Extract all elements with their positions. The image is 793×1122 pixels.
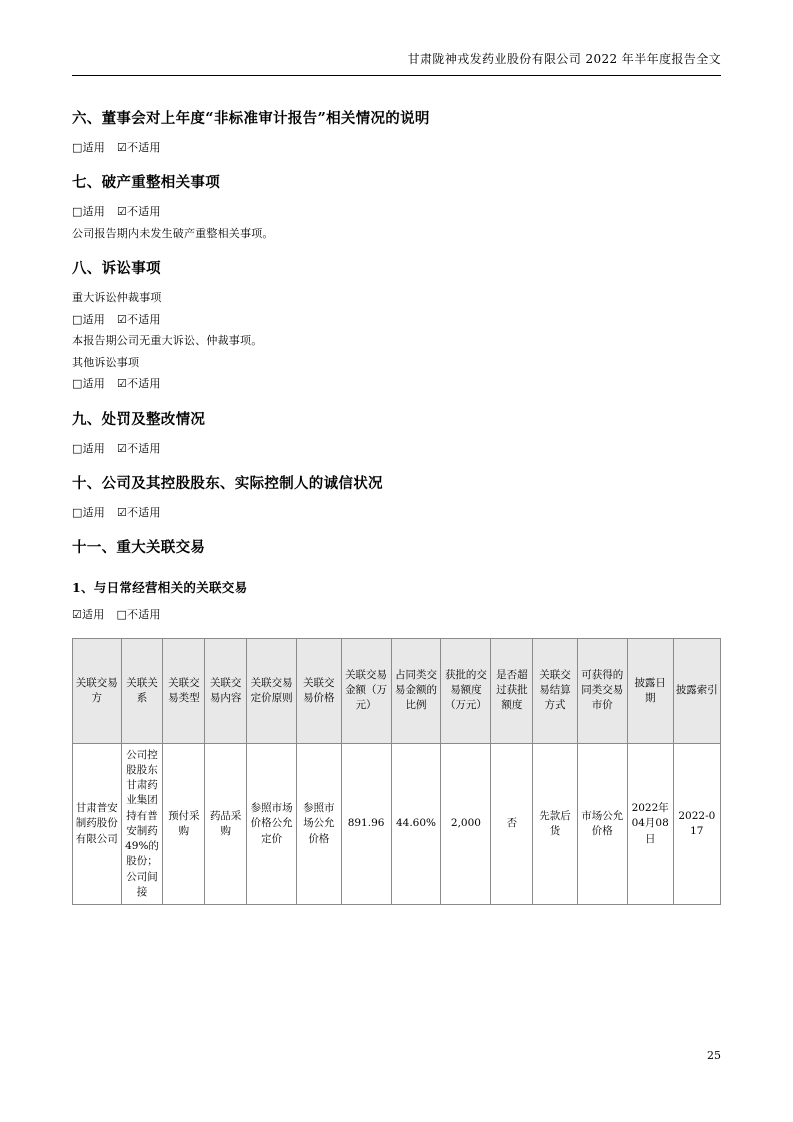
col-header-settlement: 关联交易结算方式 <box>533 638 578 743</box>
applicability-line-11-1 <box>72 604 721 625</box>
section-title-8: 八、诉讼事项 <box>72 260 161 278</box>
cell-disclosure-index: 2022-017 <box>673 743 720 904</box>
cell-market-price: 市场公允价格 <box>577 743 627 904</box>
applicable-option[interactable]: ☑适用 <box>72 608 105 622</box>
col-header-exceed-limit: 是否超过获批额度 <box>491 638 533 743</box>
col-header-content: 关联交易内容 <box>205 638 247 743</box>
col-header-disclosure-index: 披露索引 <box>673 638 720 743</box>
col-header-type: 关联交易类型 <box>163 638 205 743</box>
cell-type: 预付采购 <box>163 743 205 904</box>
col-header-disclosure-date: 披露日期 <box>627 638 673 743</box>
col-header-price: 关联交易价格 <box>297 638 342 743</box>
cell-settlement: 先款后货 <box>533 743 578 904</box>
col-header-relationship: 关联关系 <box>121 638 163 743</box>
not-applicable-option[interactable]: ☑不适用 <box>117 205 161 219</box>
applicability-line-7 <box>72 201 721 222</box>
section-8-label-other-litigation: 其他诉讼事项 <box>72 355 140 369</box>
not-applicable-option[interactable]: ☑不适用 <box>117 312 161 326</box>
col-header-proportion: 占同类交易金额的比例 <box>391 638 441 743</box>
section-8-body-text: 本报告期公司无重大诉讼、仲裁事项。 <box>72 334 263 348</box>
applicable-option[interactable]: □适用 <box>72 141 105 154</box>
col-header-party: 关联交易方 <box>73 638 122 743</box>
cell-content: 药品采购 <box>205 743 247 904</box>
applicability-line-8a <box>72 309 721 330</box>
cell-pricing-principle: 参照市场价格公允定价 <box>247 743 297 904</box>
section-title-11: 十一、重大关联交易 <box>72 539 206 557</box>
applicable-option[interactable]: □适用 <box>72 312 105 326</box>
applicable-option[interactable]: □适用 <box>72 377 105 391</box>
not-applicable-option[interactable]: ☑不适用 <box>117 377 161 391</box>
table-row <box>73 743 721 904</box>
applicability-line-6 <box>72 137 721 158</box>
applicable-option[interactable]: □适用 <box>72 505 105 519</box>
applicability-line-9 <box>72 438 721 459</box>
cell-exceed-limit: 否 <box>491 743 533 904</box>
cell-approved-limit: 2,000 <box>441 743 491 904</box>
related-party-transactions-table <box>72 638 721 905</box>
table-header-row <box>73 638 721 743</box>
cell-price: 参照市场公允价格 <box>297 743 342 904</box>
cell-proportion: 44.60% <box>391 743 441 904</box>
cell-relationship: 公司控股股东甘肃药业集团持有普安制药49%的股份；公司间接 <box>121 743 163 904</box>
not-applicable-option[interactable]: ☑不适用 <box>117 505 161 519</box>
section-title-6: 六、董事会对上年度“非标准审计报告”相关情况的说明 <box>72 110 430 127</box>
applicable-option[interactable]: □适用 <box>72 441 105 455</box>
section-title-10: 十、公司及其控股股东、实际控制人的诚信状况 <box>72 474 383 492</box>
page-number: 25 <box>707 1049 721 1062</box>
cell-disclosure-date: 2022年04月08日 <box>627 743 673 904</box>
section-8-label-major-litigation: 重大诉讼仲裁事项 <box>72 291 162 305</box>
not-applicable-option[interactable]: ☑不适用 <box>117 141 161 154</box>
page-header <box>72 0 721 76</box>
cell-party: 甘肃普安制药股份有限公司 <box>73 743 122 904</box>
section-7-body-text: 公司报告期内未发生破产重整相关事项。 <box>72 226 274 240</box>
cell-amount: 891.96 <box>341 743 391 904</box>
section-title-9: 九、处罚及整改情况 <box>72 410 206 428</box>
not-applicable-option[interactable]: □不适用 <box>116 608 161 622</box>
subsection-title-11-1: 1、与日常经营相关的关联交易 <box>72 580 248 596</box>
applicable-option[interactable]: □适用 <box>72 205 105 219</box>
not-applicable-option[interactable]: ☑不适用 <box>117 441 161 455</box>
applicability-line-10 <box>72 502 721 523</box>
col-header-pricing-principle: 关联交易定价原则 <box>247 638 297 743</box>
page-content <box>72 76 721 905</box>
section-title-7: 七、破产重整相关事项 <box>72 174 220 192</box>
col-header-approved-limit: 获批的交易额度（万元） <box>441 638 491 743</box>
running-header-text: 甘肃陇神戎发药业股份有限公司 2022 年半年度报告全文 <box>407 52 721 66</box>
col-header-market-price: 可获得的同类交易市价 <box>577 638 627 743</box>
applicability-line-8b <box>72 373 721 394</box>
col-header-amount: 关联交易金额（万元） <box>341 638 391 743</box>
